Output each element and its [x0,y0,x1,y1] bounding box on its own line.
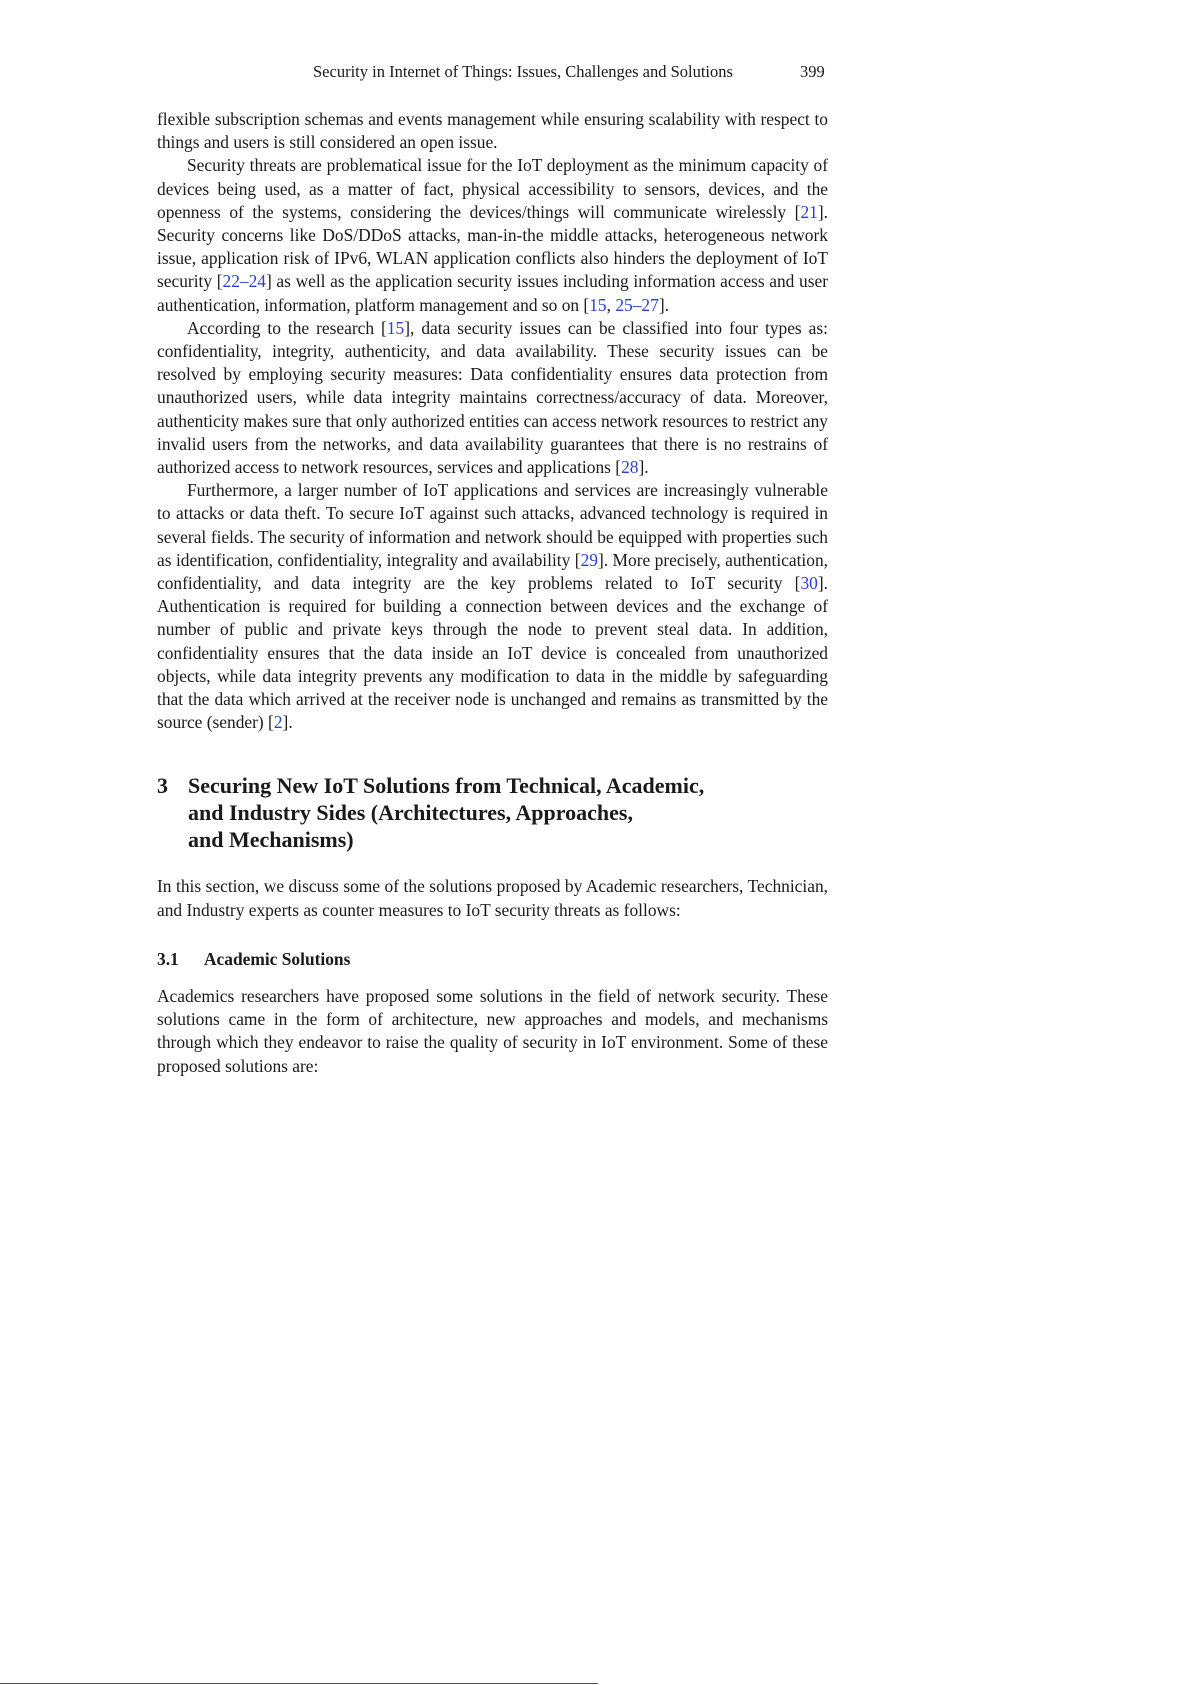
citation-link[interactable]: 15 [386,317,405,338]
paragraph-text: Furthermore, a larger number of IoT applications and services are increasingly vulnerable to attacks or data theft. To secure IoT against such attacks, advanced technology is required in several fields. The security of information and network should be equipped with properties such as identification, confidentiality, integrality and availability [ [157,480,828,570]
paragraph-text: ], data security issues can be classified into four types as: confidentiality, integrity, authenticity, and data availability. These security issues can be resolved by employing security measures: Data confidentiality ensures data protection from unauthorized users, while data integrity maintains correctness/accuracy of data. Moreover, authenticity makes sure that only authorized entities can access network resources to restrict any invalid users from the networks, and data availability guarantees that there is no restrains of authorized access to network resources, services and applications [ [157,317,828,478]
citation-link[interactable]: 2 [273,712,283,733]
paragraph-continuation [157,108,828,154]
paragraph-text: , [606,294,616,315]
section-heading [157,772,828,853]
paragraph-data-security [157,317,828,479]
footnote-rule [0,1683,598,1684]
paragraph-text: ]. Authentication is required for building a connection between devices and the exchange of number of public and private keys through the node to prevent steal data. In addition, confidentiality ensures that the data inside an IoT device is concealed from unauthorized objects, while data integrity prevents any modification to data in the middle by safeguarding that the data which arrived at the receiver node is unchanged and remains as transmitted by the source (sender) [ [157,573,828,733]
paragraph-security-threats [157,154,828,316]
citation-link[interactable]: 21 [800,201,818,222]
running-title: Security in Internet of Things: Issues, Challenges and Solutions [313,62,733,81]
subsection-heading [157,948,828,971]
section-title-line: and Industry Sides (Architectures, Approaches, [188,800,633,826]
paragraph-text: ]. [658,294,669,315]
citation-link[interactable]: 28 [621,457,639,478]
citation-link[interactable]: 30 [800,573,818,594]
paragraph-text: According to the research [ [187,317,387,338]
citation-link[interactable]: 29 [580,549,598,570]
section-title-line: and Mechanisms) [188,827,354,853]
paragraph-text: ]. [282,712,293,733]
paragraph-furthermore [157,479,828,734]
paragraph-text: flexible subscription schemas and events management while ensuring scalability with respect to things and users is still considered an open issue. [157,109,828,153]
citation-link[interactable]: 15 [589,294,607,315]
section-number: 3 [157,773,168,799]
paragraph-text: ]. [638,457,649,478]
subsection-title: Academic Solutions [204,948,351,969]
subsection-text: Academics researchers have proposed some solutions in the field of network security. These solutions came in the form of architecture, new approaches and models, and mechanisms through which they endeavor to raise the quality of security in IoT environment. Some of these proposed solutions are: [157,985,828,1076]
section-intro: In this section, we discuss some of the solutions proposed by Academic researchers, Technician, and Industry experts as counter measures to IoT security threats as follows: [157,876,828,920]
page-number: 399 [800,62,825,81]
main-text [157,108,828,1078]
citation-link[interactable]: 22–24 [222,271,266,292]
paragraph-text: ]. Security concerns like DoS/DDoS attacks, man-in-the middle attacks, heterogeneous network issue, application risk of IPv6, WLAN application conflicts also hinders the deployment of IoT security [ [157,201,828,292]
section-title [188,772,828,853]
paragraph-text: ]. More precisely, authentication, confidentiality, and data integrity are the key problems related to IoT security [ [157,549,828,594]
section-title-line: Securing New IoT Solutions from Technical, Academic, [188,773,705,799]
subsection-number: 3.1 [157,948,179,969]
paragraph-text: ] as well as the application security issues including information access and user authentication, information, platform management and so on [ [157,271,828,315]
citation-link[interactable]: 25–27 [615,294,659,315]
paragraph-text: Security threats are problematical issue for the IoT deployment as the minimum capacity of devices being used, as a matter of fact, physical accessibility to sensors, devices, and the openness of the systems, considering the devices/things will communicate wirelessly [ [157,155,828,222]
